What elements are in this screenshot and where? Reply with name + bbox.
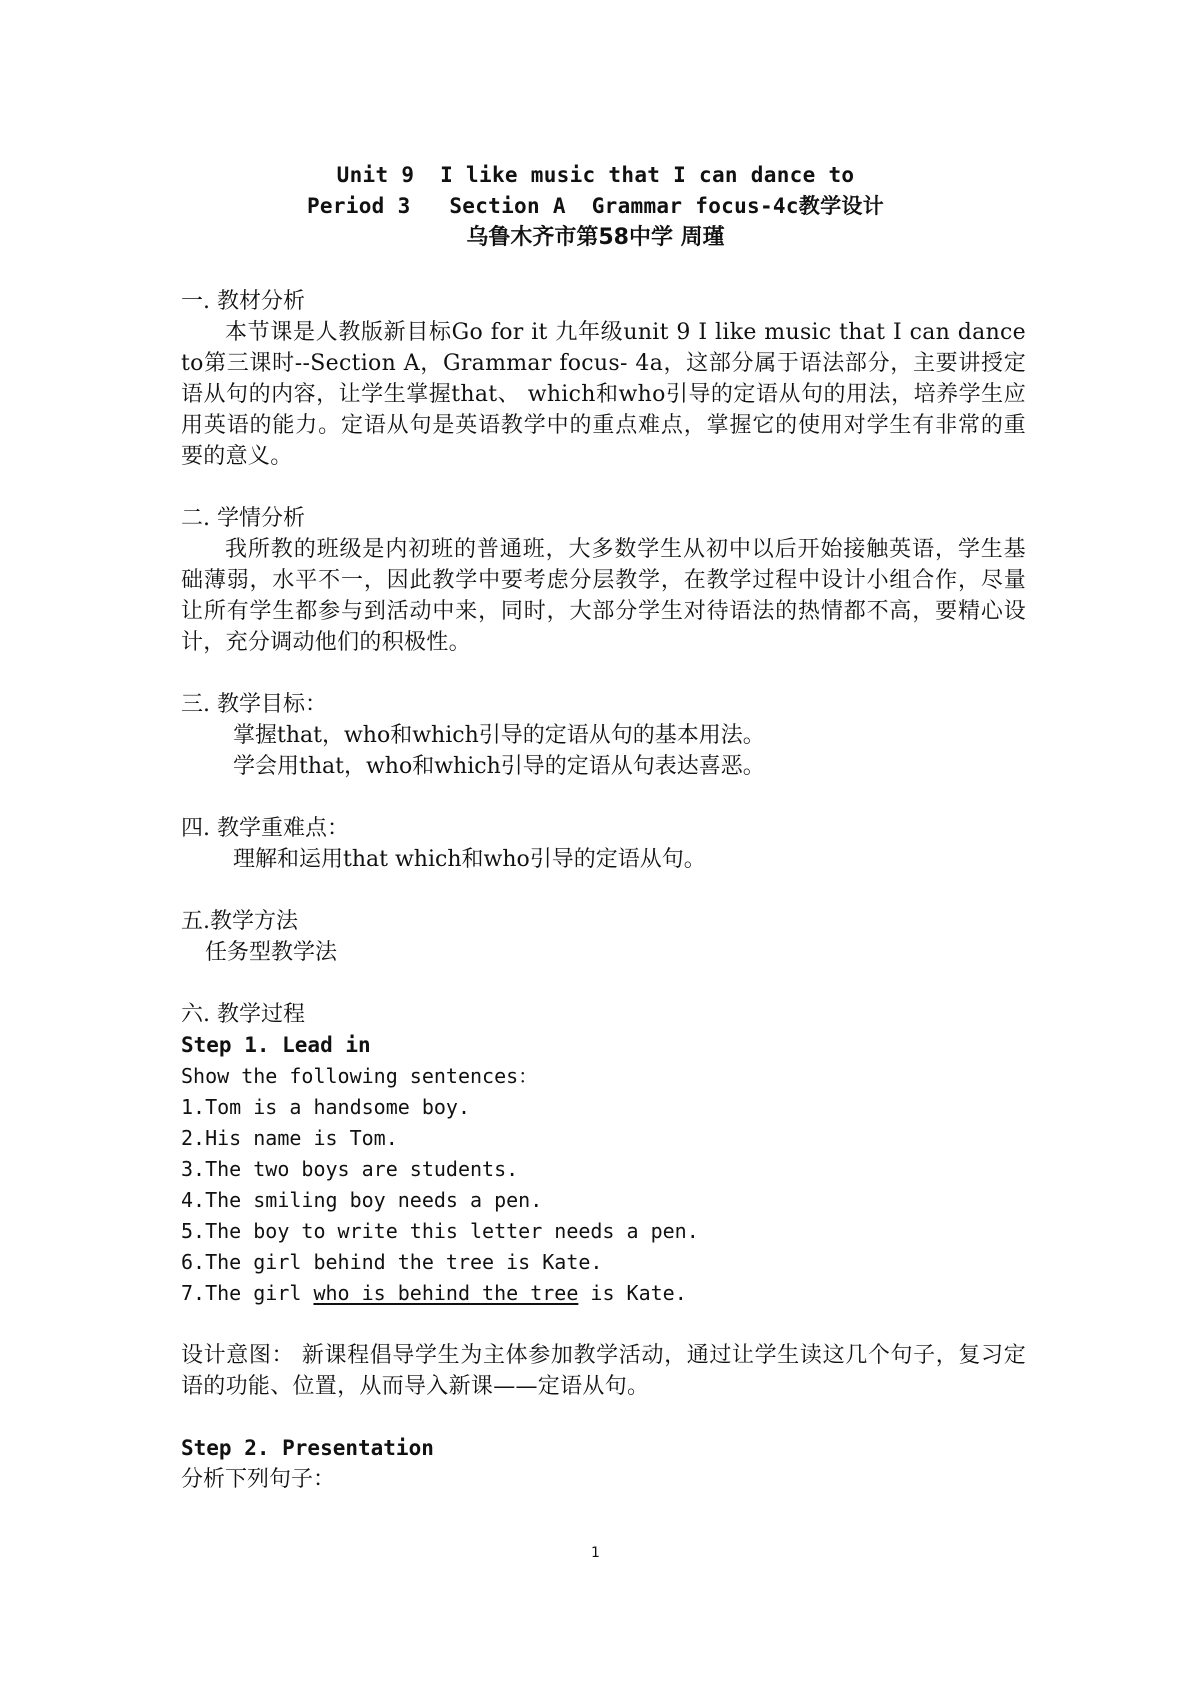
document-body xyxy=(181,286,1026,1495)
example-sentence-7 xyxy=(181,1278,1026,1309)
section-1-heading: 一. 教材分析 xyxy=(181,289,305,314)
goal-2: 学会用that，who和which引导的定语从句表达喜恶。 xyxy=(233,754,765,779)
example-sentence: 2.His name is Tom. xyxy=(181,1126,398,1150)
example-sentence: 1.Tom is a handsome boy. xyxy=(181,1095,470,1119)
sentence-7-prefix: 7.The girl xyxy=(181,1281,314,1305)
section-3-heading: 三. 教学目标： xyxy=(181,692,327,717)
example-sentence: 4.The smiling boy needs a pen. xyxy=(181,1188,543,1212)
section-5-heading: 五.教学方法 xyxy=(181,909,298,934)
section-6-heading: 六. 教学过程 xyxy=(181,1002,305,1027)
section-2-paragraph: 我所教的班级是内初班的普通班，大多数学生从初中以后开始接触英语，学生基础薄弱，水平不一，因此教学中要考虑分层教学，在教学过程中设计小组合作，尽量让所有学生都参与到活动中来，同时，大部分学生对待语法的热情都不高，要精心设计，充分调动他们的积极性。 xyxy=(181,537,1026,655)
key-difficulty-line: 理解和运用that which和who引导的定语从句。 xyxy=(233,847,706,872)
step-2-intro: 分析下列句子： xyxy=(181,1467,336,1492)
example-sentence: 3.The two boys are students. xyxy=(181,1157,519,1181)
section-1-paragraph: 本节课是人教版新目标Go for it 九年级unit 9 I like music that I can dance to第三课时--Section A，Grammar focus- 4a，这部分属于语法部分，主要讲授定语从句的内容，让学生掌握that、 which和who引导的定语从句的用法，培养学生应用英语的能力。定语从句是英语教学中的重点难点，掌握它的使用对学生有非常的重要的意义。 xyxy=(181,320,1026,469)
section-4-heading: 四. 教学重难点： xyxy=(181,816,349,841)
example-sentence: 5.The boy to write this letter needs a pen. xyxy=(181,1219,699,1243)
sentence-7-underlined-clause: who is behind the tree xyxy=(313,1281,579,1305)
title-line-2: Period 3 Section A Grammar focus-4c教学设计 xyxy=(306,194,885,218)
teaching-method-line: 任务型教学法 xyxy=(205,940,338,965)
title-line-1: Unit 9 I like music that I can dance to xyxy=(336,163,855,187)
school-author-line: 乌鲁木齐市第58中学 周瑾 xyxy=(466,225,725,250)
section-2-heading: 二. 学情分析 xyxy=(181,506,305,531)
step-1-intro: Show the following sentences： xyxy=(181,1064,539,1088)
design-intent-paragraph: 设计意图： 新课程倡导学生为主体参加教学活动，通过让学生读这几个句子，复习定语的功能、位置，从而导入新课——定语从句。 xyxy=(181,1343,1026,1399)
step-2-title: Step 2. Presentation xyxy=(181,1436,434,1460)
example-sentence: 6.The girl behind the tree is Kate. xyxy=(181,1250,603,1274)
title-block xyxy=(0,160,1191,253)
sentence-7-suffix: is Kate. xyxy=(578,1281,687,1305)
step-1-title: Step 1. Lead in xyxy=(181,1033,371,1057)
page-number: 1 xyxy=(591,1545,600,1561)
goal-1: 掌握that，who和which引导的定语从句的基本用法。 xyxy=(233,723,765,748)
